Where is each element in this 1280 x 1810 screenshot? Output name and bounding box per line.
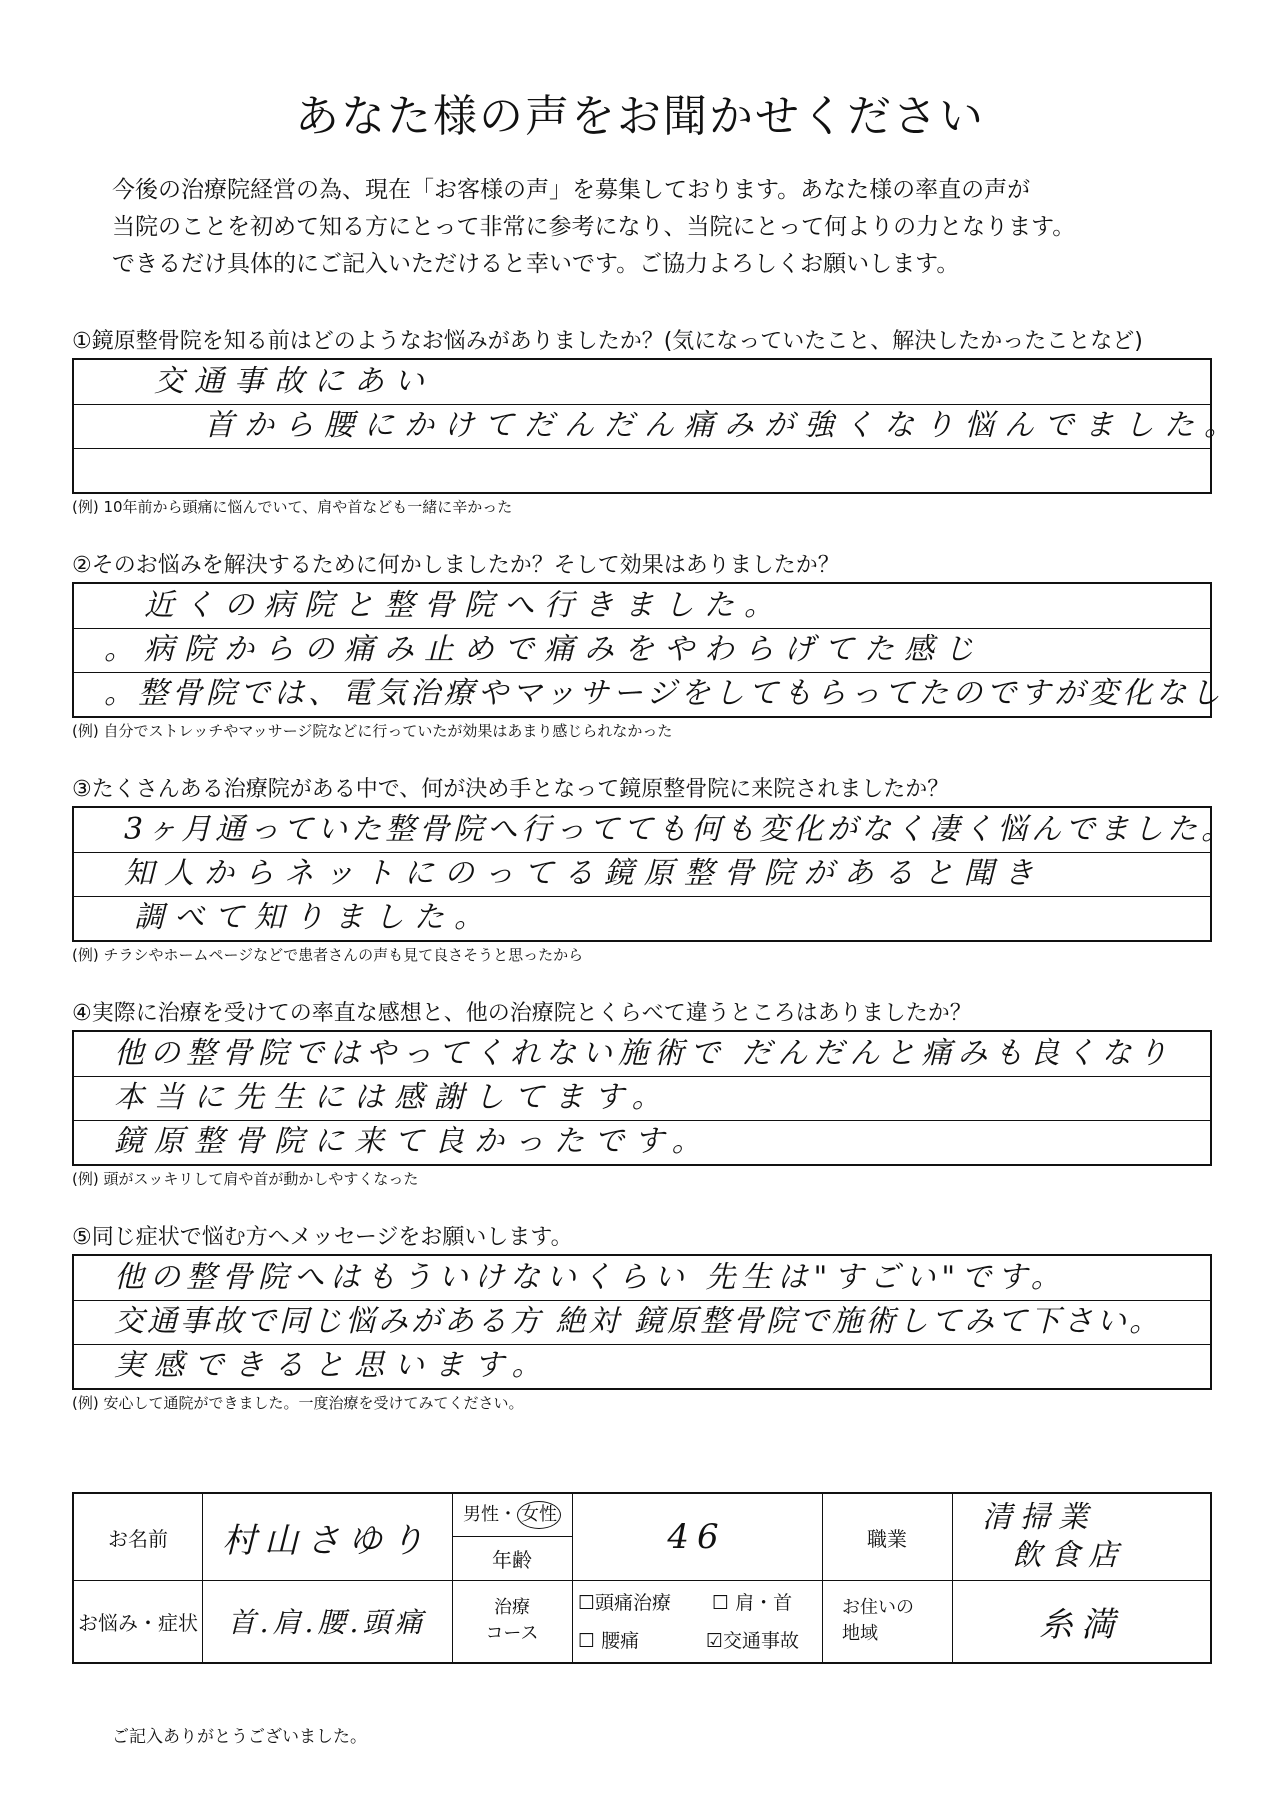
- example-text: (例) 頭がスッキリして肩や首が動かしやすくなった: [72, 1170, 419, 1188]
- answer-line: 3ヶ月通っていた整骨院へ行ってても何も変化がなく凄く悩んでました。: [124, 812, 1236, 847]
- answer-line: 。整骨院では、電気治療やマッサージをしてもらってたのですが変化なし: [104, 676, 1225, 711]
- intro-line: 当院のことを初めて知る方にとって非常に参考になり、当院にとって何よりの力となります。: [112, 214, 1076, 240]
- question-3: [72, 774, 1236, 966]
- area-label: [822, 1580, 952, 1662]
- name-value[interactable]: 村山さゆり: [222, 1520, 432, 1561]
- answer-line: 交通事故で同じ悩みがある方 絶対 鏡原整骨院で施術してみて下さい。: [114, 1304, 1163, 1339]
- question-5: [72, 1222, 1212, 1414]
- answer-line: 調べて知りました。: [134, 900, 494, 935]
- job-value-line: 清掃業: [982, 1500, 1096, 1535]
- age-label: 年齢: [492, 1547, 532, 1572]
- course-option-shoulder-neck[interactable]: ☐ 肩・首: [712, 1592, 793, 1614]
- gender-field[interactable]: [452, 1494, 572, 1536]
- gender-prefix: 男性・: [463, 1504, 517, 1525]
- question-heading: ②そのお悩みを解決するために何かしましたか？そして効果はありましたか？: [72, 553, 840, 578]
- answer-line: 。病院からの痛み止めで痛みをやわらげてた感じ: [104, 632, 984, 667]
- question-1: [72, 326, 1244, 518]
- job-label: 職業: [867, 1526, 907, 1551]
- page-title: あなた様の声をお聞かせください: [295, 91, 985, 142]
- answer-box[interactable]: [72, 358, 1244, 494]
- example-text: (例) 安心して通院ができました。一度治療を受けてみてください。: [72, 1394, 524, 1412]
- info-table: [72, 1492, 1212, 1664]
- answer-box[interactable]: [72, 1254, 1212, 1390]
- answer-line: 本当に先生には感謝してます。: [114, 1080, 672, 1115]
- question-heading: ④実際に治療を受けての率直な感想と、他の治療院とくらべて違うところはありましたか？: [72, 1001, 972, 1026]
- answer-line: 実感できると思います。: [114, 1348, 552, 1383]
- symptom-label: お悩み・症状: [78, 1610, 198, 1635]
- course-options[interactable]: [572, 1580, 822, 1662]
- area-label-line: 地域: [842, 1623, 878, 1644]
- intro-line: できるだけ具体的にご記入いただけると幸いです。ご協力よろしくお願いします。: [112, 251, 960, 277]
- intro-line: 今後の治療院経営の為、現在「お客様の声」を募集しております。あなた様の率直の声が: [112, 177, 1031, 203]
- course-label-line: コース: [485, 1623, 539, 1644]
- area-value[interactable]: 糸満: [1039, 1604, 1123, 1645]
- intro-text: [112, 172, 1182, 283]
- course-option-headache[interactable]: ☐頭痛治療: [578, 1592, 672, 1614]
- name-label: お名前: [108, 1526, 168, 1551]
- example-text: (例) 自分でストレッチやマッサージ院などに行っていたが効果はあまり感じられなかった: [72, 722, 673, 740]
- answer-line: 近くの病院と整骨院へ行きました。: [144, 588, 784, 623]
- answer-box[interactable]: [72, 1030, 1212, 1166]
- course-option-lowback[interactable]: ☐ 腰痛: [578, 1630, 640, 1652]
- example-text: (例) チラシやホームページなどで患者さんの声も見て良さそうと思ったから: [72, 946, 584, 964]
- answer-line: 鏡原整骨院に来て良かったです。: [114, 1124, 712, 1159]
- question-4: [72, 998, 1212, 1190]
- gender-selected: 女性: [517, 1501, 561, 1529]
- course-label-line: 治療: [494, 1597, 530, 1618]
- example-text: (例) 10年前から頭痛に悩んでいて、肩や首なども一緒に辛かった: [72, 498, 513, 516]
- question-heading: ①鏡原整骨院を知る前はどのようなお悩みがありましたか？(気になっていたこと、解決したかったことなど): [72, 329, 1143, 354]
- course-option-traffic-accident[interactable]: ☑交通事故: [706, 1630, 800, 1652]
- symptom-value[interactable]: 首.肩.腰.頭痛: [227, 1606, 427, 1639]
- area-label-line: お住いの: [842, 1597, 914, 1618]
- course-label: [452, 1580, 572, 1662]
- answer-box[interactable]: [72, 582, 1225, 718]
- answer-line: 首から腰にかけてだんだん痛みが強くなり悩んでました。: [204, 408, 1244, 443]
- answer-line: 知人からネットにのってる鏡原整骨院があると聞き: [124, 856, 1044, 891]
- question-2: [72, 550, 1225, 742]
- answer-line: 他の整骨院ではやってくれない施術で だんだんと痛みも良くなり: [114, 1036, 1174, 1071]
- job-value-line: 飲食店: [1012, 1538, 1126, 1573]
- question-heading: ⑤同じ症状で悩む方へメッセージをお願いします。: [72, 1225, 573, 1250]
- question-heading: ③たくさんある治療院がある中で、何が決め手となって鏡原整骨院に来院されましたか？: [72, 777, 950, 802]
- job-value[interactable]: [952, 1494, 1210, 1580]
- age-value[interactable]: 46: [667, 1517, 727, 1557]
- answer-box[interactable]: [72, 806, 1236, 942]
- thanks-text: ご記入ありがとうございました。: [112, 1727, 367, 1747]
- answer-line: 他の整骨院へはもういけないくらい 先生は"すごい"です。: [114, 1260, 1067, 1295]
- answer-line: 交通事故にあい: [154, 364, 434, 399]
